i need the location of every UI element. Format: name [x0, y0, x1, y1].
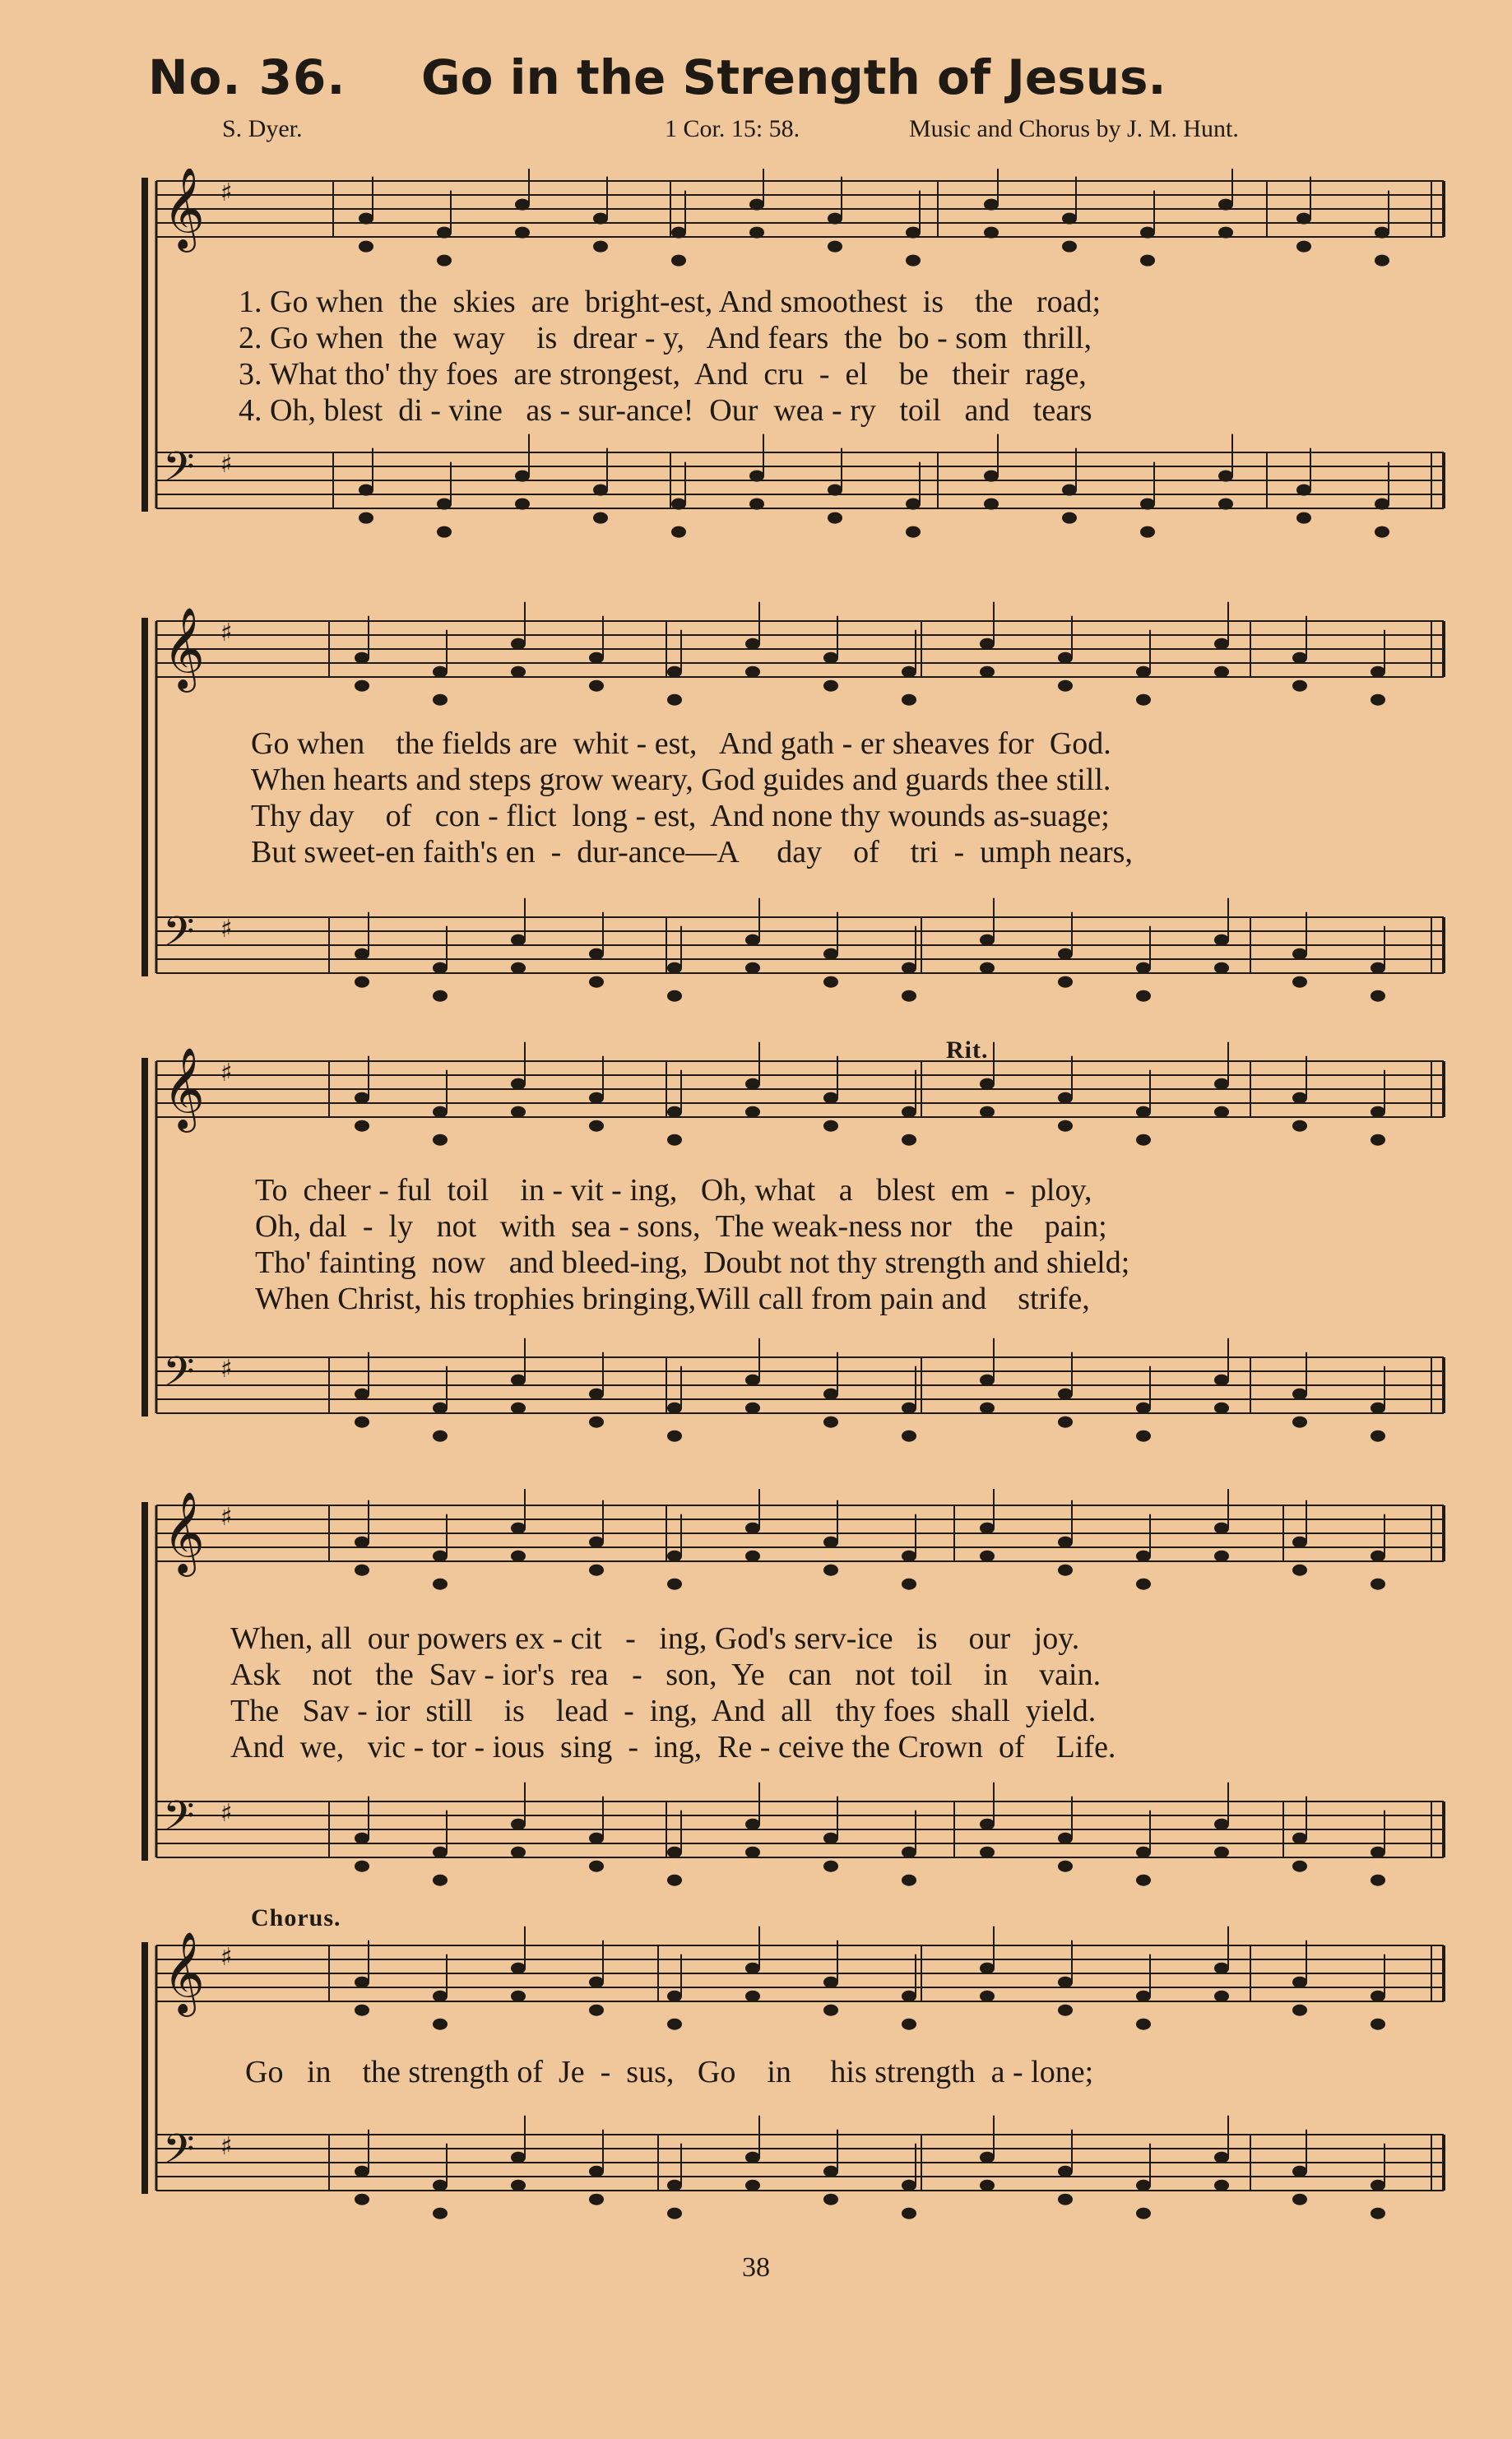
lyrics-verse-3: The Sav - ior still is lead - ing, And all thy foes shall yield.: [230, 1694, 1097, 1728]
svg-text:𝄢: 𝄢: [163, 2126, 195, 2183]
svg-text:𝄢: 𝄢: [163, 1792, 195, 1850]
music-system-4: [0, 1489, 1512, 1917]
svg-text:♯: ♯: [220, 179, 233, 207]
svg-text:♯: ♯: [220, 619, 233, 647]
lyrics-verse-2: Ask not the Sav - ior's rea - son, Ye can not toil in vain.: [230, 1658, 1102, 1692]
hymn-number: No. 36.: [148, 49, 346, 105]
lyrics-verse-3: 3. What tho' thy foes are strongest, And cru - el be their rage,: [239, 357, 1087, 392]
svg-text:𝄞: 𝄞: [163, 1931, 205, 2014]
lyrics-verse-3: Tho' fainting now and bleed-ing, Doubt not thy strength and shield;: [255, 1245, 1130, 1280]
lyrics-verse-1: 1. Go when the skies are bright-est, And smoothest is the road;: [239, 285, 1102, 319]
hymn-title: Go in the Strength of Jesus.: [421, 49, 1166, 105]
lyrics-verse-2: When hearts and steps grow weary, God guides and guards thee still.: [251, 763, 1111, 797]
svg-text:𝄞: 𝄞: [163, 169, 205, 249]
chorus-mark: Chorus.: [251, 1904, 341, 1931]
svg-text:♯: ♯: [220, 450, 233, 479]
lyrics-chorus: Go in the strength of Je - sus, Go in his strength a - lone;: [245, 2055, 1094, 2089]
svg-text:♯: ♯: [220, 1503, 233, 1532]
music-system-3: [0, 1036, 1512, 1464]
lyrics-verse-1: Go when the fields are whit - est, And gath - er sheaves for God.: [251, 726, 1111, 761]
svg-text:𝄢: 𝄢: [163, 908, 195, 966]
svg-text:𝄢: 𝄢: [163, 443, 195, 501]
svg-text:♯: ♯: [220, 2132, 233, 2161]
page-number: 38: [742, 2252, 770, 2283]
svg-text:♯: ♯: [220, 915, 233, 944]
lyrics-verse-1: When, all our powers ex - cit - ing, God's serv-ice is our joy.: [230, 1621, 1080, 1656]
svg-text:♯: ♯: [220, 1355, 233, 1384]
music-system-5: [0, 1896, 1512, 2242]
svg-text:𝄞: 𝄞: [163, 1047, 205, 1129]
svg-text:♯: ♯: [220, 1059, 233, 1087]
svg-text:𝄞: 𝄞: [163, 607, 205, 689]
lyrics-verse-4: 4. Oh, blest di - vine as - sur-ance! Our wea - ry toil and tears: [239, 393, 1092, 428]
music-system-2: [0, 588, 1512, 1016]
lyrics-verse-4: But sweet-en faith's en - dur-ance—A day of tri - umph nears,: [251, 835, 1133, 869]
lyrics-verse-4: When Christ, his trophies bringing,Will call from pain and strife,: [255, 1282, 1090, 1316]
lyrics-verse-1: To cheer - ful toil in - vit - ing, Oh, what a blest em - ploy,: [255, 1173, 1092, 1208]
lyrics-verse-2: Oh, dal - ly not with sea - sons, The weak-ness nor the pain;: [255, 1209, 1107, 1244]
lyrics-verse-2: 2. Go when the way is drear - y, And fears the bo - som thrill,: [239, 321, 1092, 355]
svg-text:𝄞: 𝄞: [163, 1491, 205, 1574]
svg-text:♯: ♯: [220, 1943, 233, 1972]
lyrics-verse-4: And we, vic - tor - ious sing - ing, Re - ceive the Crown of Life.: [230, 1730, 1116, 1764]
music-system-1: [0, 169, 1512, 539]
composer-credit: Music and Chorus by J. M. Hunt.: [909, 115, 1239, 142]
scripture-reference: 1 Cor. 15: 58.: [665, 115, 800, 142]
ritardando-mark: Rit.: [946, 1036, 989, 1064]
lyrics-verse-3: Thy day of con - flict long - est, And none thy wounds as-suage;: [251, 799, 1110, 833]
svg-text:𝄢: 𝄢: [163, 1348, 195, 1406]
author-credit: S. Dyer.: [222, 115, 303, 142]
svg-text:♯: ♯: [220, 1799, 233, 1828]
